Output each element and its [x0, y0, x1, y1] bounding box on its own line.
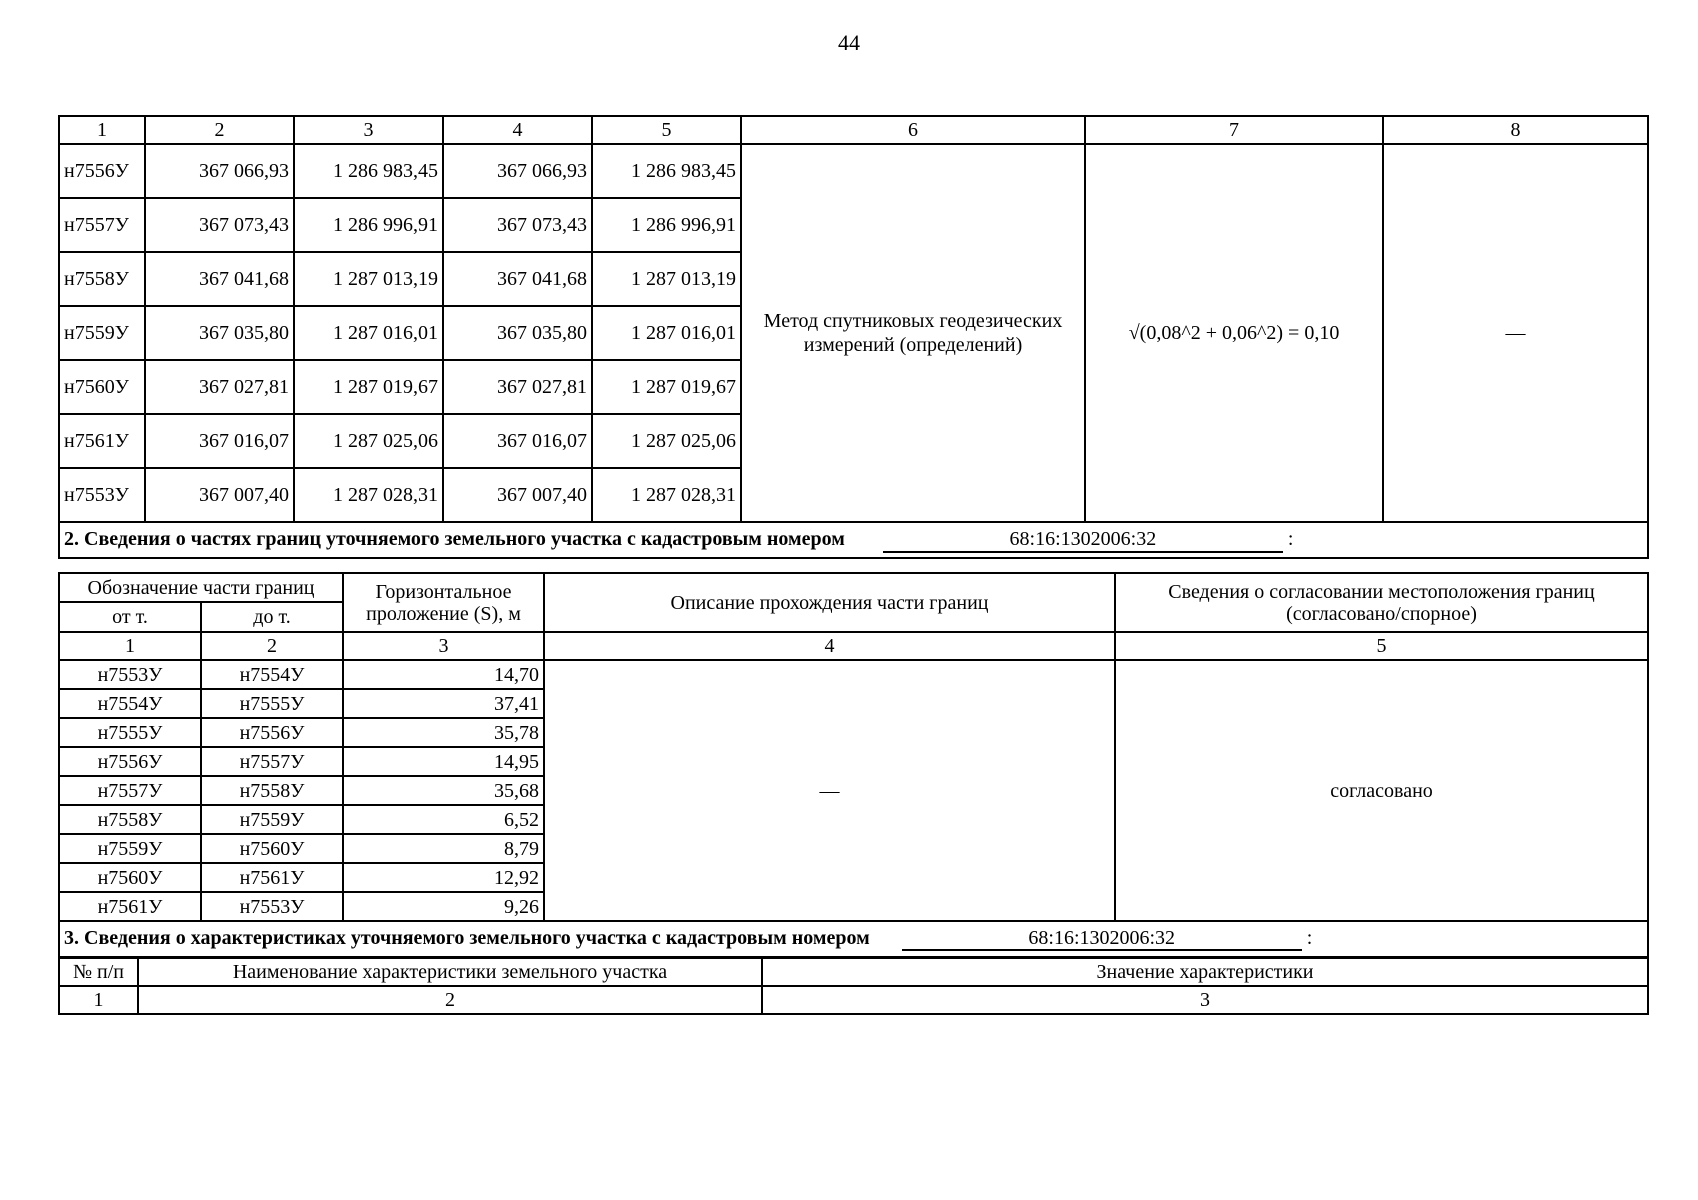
x-new: 367 066,93 [443, 144, 592, 198]
y-old: 1 286 983,45 [294, 144, 443, 198]
y-old: 1 286 996,91 [294, 198, 443, 252]
col-number-5: 5 [1115, 632, 1648, 660]
x-old: 367 016,07 [145, 414, 294, 468]
col-header-5: 5 [592, 116, 741, 144]
y-old: 1 287 028,31 [294, 468, 443, 522]
to-point: н7560У [201, 834, 343, 863]
length-header: Горизонтальное проложение (S), м [343, 573, 544, 632]
section-3-title-row [59, 921, 1648, 957]
boundary-parts-table [58, 572, 1649, 958]
x-old: 367 007,40 [145, 468, 294, 522]
to-point: н7555У [201, 689, 343, 718]
y-new: 1 287 019,67 [592, 360, 741, 414]
from-point: н7561У [59, 892, 201, 921]
col-header-8: 8 [1383, 116, 1648, 144]
from-point: н7555У [59, 718, 201, 747]
x-new: 367 007,40 [443, 468, 592, 522]
table-header-row [59, 573, 1648, 602]
col-header-4: 4 [443, 116, 592, 144]
section-2-cadastral-number: 68:16:1302006:32 [883, 527, 1283, 553]
table-row [59, 144, 1648, 198]
horizontal-length: 37,41 [343, 689, 544, 718]
table-header-row [59, 958, 1648, 986]
from-point: н7556У [59, 747, 201, 776]
designation-header: Обозначение части границ [59, 573, 343, 602]
y-old: 1 287 016,01 [294, 306, 443, 360]
coordinates-table [58, 115, 1649, 559]
y-old: 1 287 019,67 [294, 360, 443, 414]
col-header-2: 2 [145, 116, 294, 144]
to-header: до т. [201, 602, 343, 632]
from-point: н7560У [59, 863, 201, 892]
table-header-row [59, 116, 1648, 144]
to-point: н7554У [201, 660, 343, 689]
col-number-2: 2 [201, 632, 343, 660]
y-new: 1 287 025,06 [592, 414, 741, 468]
horizontal-length: 35,68 [343, 776, 544, 805]
section-3-colon: : [1306, 927, 1313, 949]
x-old: 367 041,68 [145, 252, 294, 306]
col-number-1: 1 [59, 632, 201, 660]
col-number-4: 4 [544, 632, 1115, 660]
y-new: 1 286 996,91 [592, 198, 741, 252]
from-header: от т. [59, 602, 201, 632]
point-name: н7553У [59, 468, 145, 522]
to-point: н7553У [201, 892, 343, 921]
from-point: н7558У [59, 805, 201, 834]
point-name: н7560У [59, 360, 145, 414]
description-header: Описание прохождения части границ [544, 573, 1115, 632]
section-2-title: 2. Сведения о частях границ уточняемого земельного участка с кадастровым номером [64, 528, 845, 550]
col-number-3: 3 [762, 986, 1648, 1014]
y-new: 1 287 013,19 [592, 252, 741, 306]
column-number-row [59, 632, 1648, 660]
to-point: н7558У [201, 776, 343, 805]
from-point: н7554У [59, 689, 201, 718]
section-3-cadastral-number: 68:16:1302006:32 [902, 927, 1302, 951]
y-new: 1 286 983,45 [592, 144, 741, 198]
accuracy-cell: √(0,08^2 + 0,06^2) = 0,10 [1085, 144, 1383, 522]
from-point: н7557У [59, 776, 201, 805]
x-new: 367 035,80 [443, 306, 592, 360]
col-header-7: 7 [1085, 116, 1383, 144]
point-name: н7559У [59, 306, 145, 360]
col-header-1: 1 [59, 116, 145, 144]
to-point: н7561У [201, 863, 343, 892]
horizontal-length: 12,92 [343, 863, 544, 892]
horizontal-length: 8,79 [343, 834, 544, 863]
section-2-title-row [59, 522, 1648, 558]
agreement-cell: согласовано [1115, 660, 1648, 921]
x-old: 367 035,80 [145, 306, 294, 360]
y-new: 1 287 028,31 [592, 468, 741, 522]
characteristics-table [58, 957, 1649, 1015]
x-old: 367 073,43 [145, 198, 294, 252]
to-point: н7556У [201, 718, 343, 747]
x-new: 367 016,07 [443, 414, 592, 468]
x-old: 367 066,93 [145, 144, 294, 198]
col-number-3: 3 [343, 632, 544, 660]
horizontal-length: 6,52 [343, 805, 544, 834]
col-header-3: 3 [294, 116, 443, 144]
col-header-6: 6 [741, 116, 1085, 144]
agreement-header: Сведения о согласовании местоположения границ (согласовано/спорное) [1115, 573, 1648, 632]
y-old: 1 287 013,19 [294, 252, 443, 306]
from-point: н7559У [59, 834, 201, 863]
point-name: н7558У [59, 252, 145, 306]
x-old: 367 027,81 [145, 360, 294, 414]
name-header: Наименование характеристики земельного участка [138, 958, 762, 986]
section-2-colon: : [1287, 528, 1294, 550]
x-new: 367 027,81 [443, 360, 592, 414]
to-point: н7559У [201, 805, 343, 834]
description-cell: — [544, 660, 1115, 921]
point-name: н7557У [59, 198, 145, 252]
horizontal-length: 9,26 [343, 892, 544, 921]
y-new: 1 287 016,01 [592, 306, 741, 360]
num-header: № п/п [59, 958, 138, 986]
value-header: Значение характеристики [762, 958, 1648, 986]
y-old: 1 287 025,06 [294, 414, 443, 468]
table-row [59, 660, 1648, 689]
column-number-row [59, 986, 1648, 1014]
col-number-1: 1 [59, 986, 138, 1014]
section-3-title: 3. Сведения о характеристиках уточняемого земельного участка с кадастровым номером [64, 927, 870, 949]
method-cell: Метод спутниковых геодезических измерений (определений) [741, 144, 1085, 522]
col-number-2: 2 [138, 986, 762, 1014]
point-name: н7556У [59, 144, 145, 198]
horizontal-length: 14,95 [343, 747, 544, 776]
horizontal-length: 14,70 [343, 660, 544, 689]
x-new: 367 041,68 [443, 252, 592, 306]
from-point: н7553У [59, 660, 201, 689]
point-name: н7561У [59, 414, 145, 468]
col8-cell: — [1383, 144, 1648, 522]
page-number: 44 [838, 30, 860, 55]
x-new: 367 073,43 [443, 198, 592, 252]
to-point: н7557У [201, 747, 343, 776]
horizontal-length: 35,78 [343, 718, 544, 747]
